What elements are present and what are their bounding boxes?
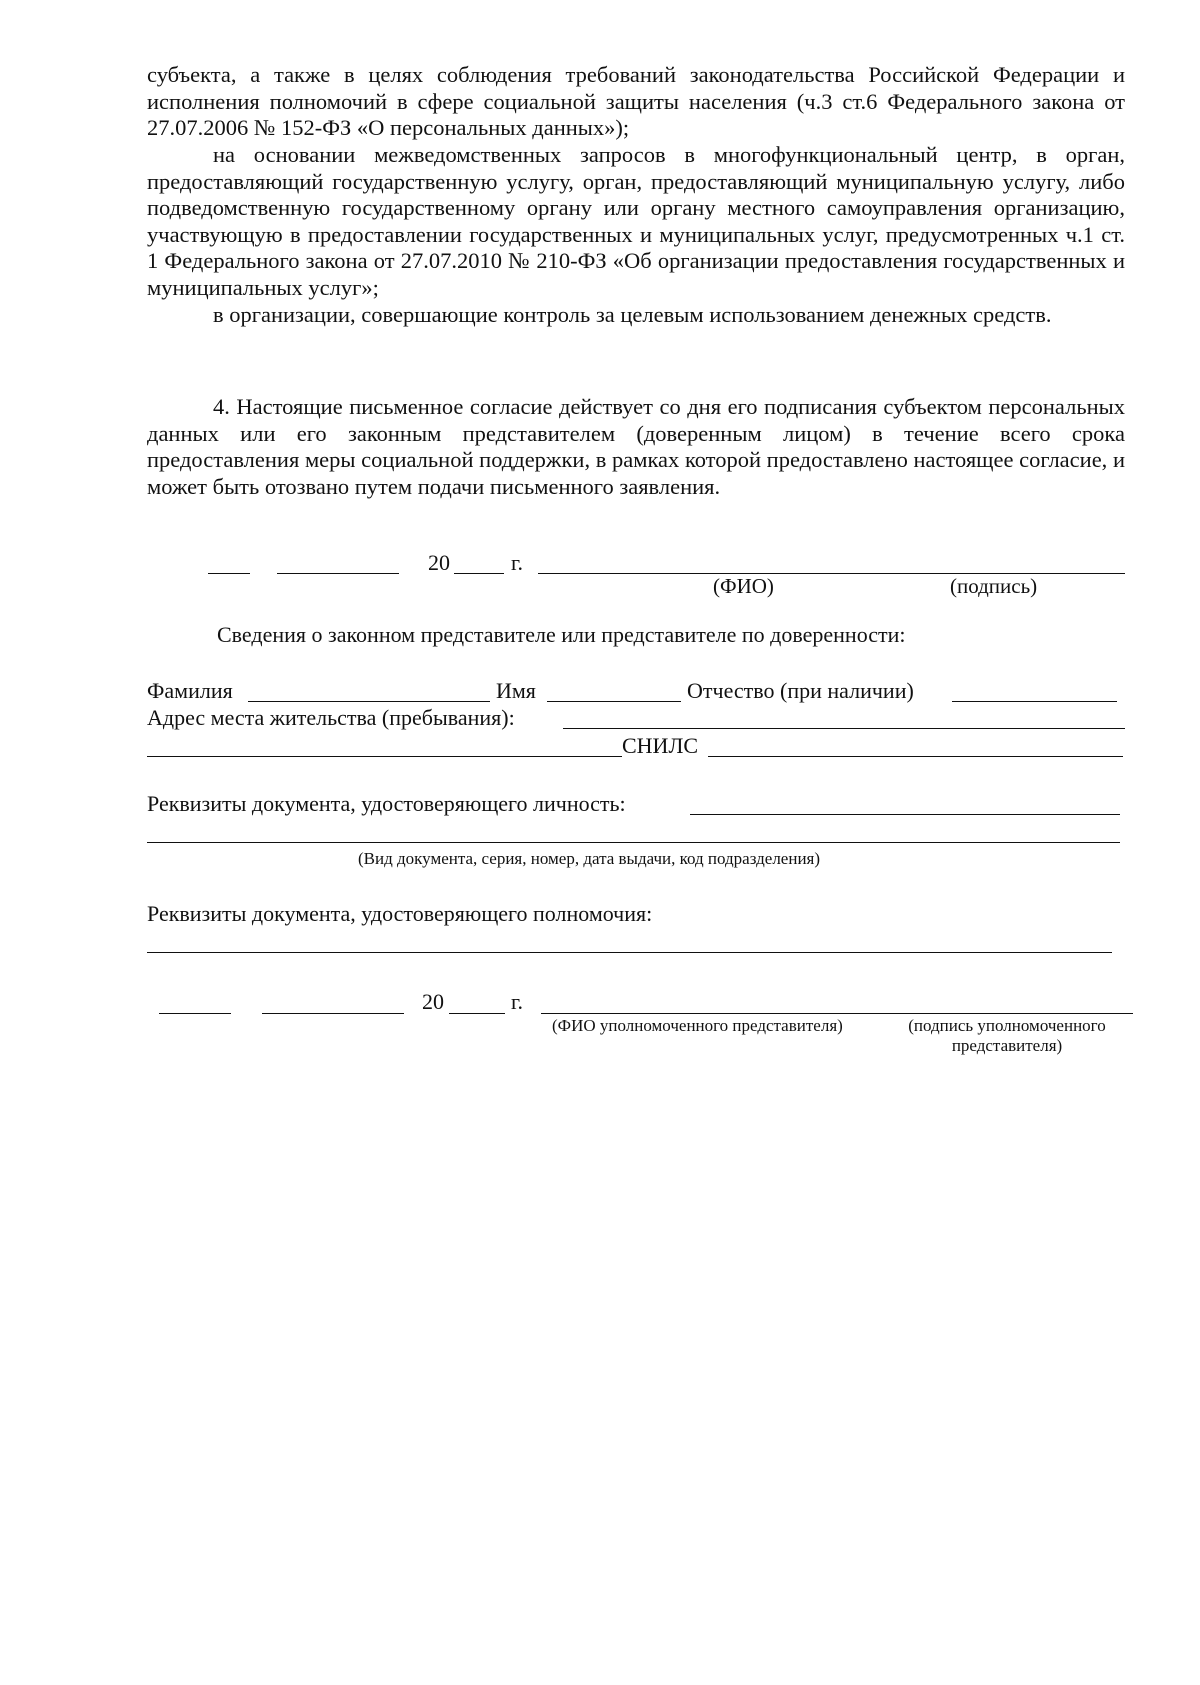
year-blank-line[interactable]	[454, 573, 504, 574]
snils-label: СНИЛС	[622, 733, 699, 758]
paragraph-control-organizations: в организации, совершающие контроль за целевым использованием денежных средств.	[213, 302, 1052, 327]
rep-fio-caption: (ФИО уполномоченного представителя)	[552, 1016, 843, 1035]
authority-doc-label: Реквизиты документа, удостоверяющего полномочия:	[147, 901, 653, 926]
paragraph-interagency-requests: на основании межведомственных запросов в многофункциональный центр, в орган, предоставляющий государственную услугу, орган, предоставляющий муниципальную услугу, либо подведомственную государственному органу или органу местного самоуправления организацию, участвующую в предоставлении государственных и муниципальных услуг, предусмотренных ч.1 ст. 1 Федерального закона от 27.07.2010 № 210-ФЗ «Об организации предоставления государственных и муниципальных услуг»;	[147, 142, 1125, 300]
rep-signature-caption-line1: (подпись уполномоченного	[908, 1016, 1106, 1035]
identity-doc-label: Реквизиты документа, удостоверяющего личность:	[147, 791, 626, 816]
paragraph-consent-validity: 4. Настоящие письменное согласие действует со дня его подписания субъектом персональных данных или его законным представителем (доверенным лицом) в течение всего срока предоставления меры социальной поддержки, в рамках которой предоставлено настоящее согласие, и может быть отозвано путем подачи письменного заявления.	[147, 394, 1125, 499]
signature-caption: (подпись)	[950, 574, 1038, 598]
identity-doc-caption: (Вид документа, серия, номер, дата выдачи, код подразделения)	[358, 849, 821, 868]
rep-signature-caption	[892, 1016, 1122, 1056]
patronymic-label: Отчество (при наличии)	[687, 678, 914, 703]
rep-fio-signature-line[interactable]	[541, 1013, 1133, 1014]
address-continuation-field[interactable]	[147, 756, 622, 757]
snils-field[interactable]	[708, 756, 1123, 757]
year-prefix: 20	[428, 550, 450, 575]
day-blank-line[interactable]	[208, 573, 250, 574]
rep-year-prefix: 20	[422, 989, 444, 1014]
authority-doc-field[interactable]	[147, 952, 1112, 953]
rep-month-blank-line[interactable]	[262, 1013, 404, 1014]
rep-year-blank-line[interactable]	[449, 1013, 505, 1014]
identity-doc-field[interactable]	[690, 814, 1120, 815]
rep-signature-caption-line2: представителя)	[951, 1036, 1063, 1055]
name-label: Имя	[496, 678, 536, 703]
address-field[interactable]	[563, 728, 1125, 729]
name-field[interactable]	[547, 701, 681, 702]
rep-day-blank-line[interactable]	[159, 1013, 231, 1014]
year-suffix: г.	[511, 550, 524, 575]
paragraph-subject-purposes: субъекта, а также в целях соблюдения требований законодательства Российской Федерации и исполнения полномочий в сфере социальной защиты населения (ч.3 ст.6 Федерального закона от 27.07.2006 № 152-ФЗ «О персональных данных»);	[147, 62, 1125, 141]
surname-field[interactable]	[248, 701, 490, 702]
surname-label: Фамилия	[147, 678, 233, 703]
rep-year-suffix: г.	[511, 989, 524, 1014]
address-label: Адрес места жительства (пребывания):	[147, 705, 515, 730]
identity-doc-field-line2[interactable]	[147, 842, 1120, 843]
fio-caption: (ФИО)	[713, 574, 774, 598]
patronymic-field[interactable]	[952, 701, 1117, 702]
representative-heading: Сведения о законном представителе или представителе по доверенности:	[217, 622, 906, 647]
month-blank-line[interactable]	[277, 573, 399, 574]
